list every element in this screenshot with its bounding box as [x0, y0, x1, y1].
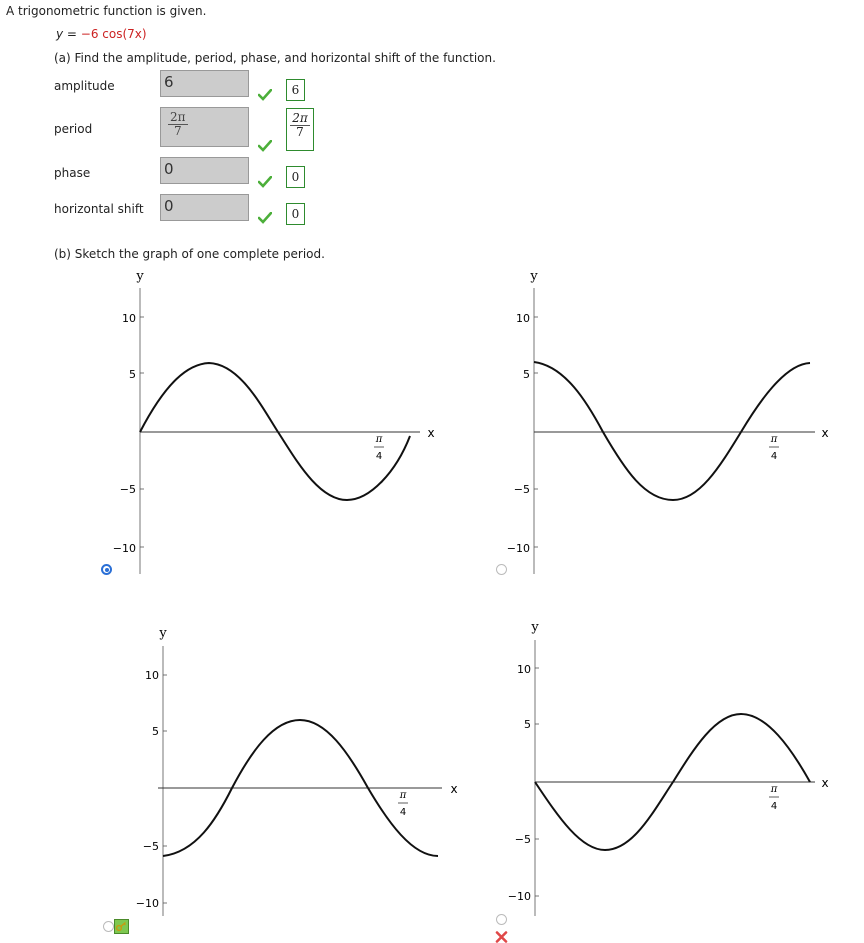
y-axis-label: y [159, 626, 167, 641]
check-icon [258, 176, 272, 188]
tick-label: 5 [152, 725, 159, 738]
period-label: period [54, 122, 93, 136]
x-axis-label: x [427, 426, 435, 440]
equation-eq: = [63, 27, 81, 41]
x-axis-label: x [821, 776, 829, 790]
tick-label: 4 [399, 807, 407, 818]
tick-label: −10 [112, 542, 136, 555]
tick-label: 10 [517, 663, 531, 676]
intro-text: A trigonometric function is given. [6, 4, 207, 18]
radio-option-c[interactable] [103, 921, 114, 932]
check-icon [258, 140, 272, 152]
amplitude-value: 6 [164, 73, 174, 91]
phase-value: 0 [164, 160, 174, 178]
tick-label: −10 [506, 542, 530, 555]
tick-label: −5 [142, 840, 159, 853]
horizontal-shift-value: 0 [164, 197, 174, 215]
tick-label: −5 [513, 483, 530, 496]
tick-label: −10 [135, 897, 159, 910]
part-a-prompt: (a) Find the amplitude, period, phase, and horizontal shift of the function. [54, 51, 496, 65]
radio-option-d[interactable] [496, 914, 507, 925]
curve [534, 362, 810, 500]
period-entered-fraction [168, 111, 188, 137]
period-entered-den: 7 [173, 123, 182, 138]
tick-label: −10 [507, 890, 531, 903]
tick-label: −5 [514, 833, 531, 846]
tick-label: 5 [524, 718, 531, 731]
period-correct-answer [286, 108, 314, 151]
tick-label: 5 [523, 368, 530, 381]
radio-option-a[interactable] [101, 564, 112, 575]
y-axis-label: y [531, 620, 539, 635]
period-entered-num: 2π [170, 110, 186, 124]
tick-label: 4 [375, 451, 383, 462]
cross-icon [495, 931, 508, 943]
period-input[interactable] [160, 107, 249, 147]
tick-label: 10 [516, 312, 530, 325]
period-correct-den: 7 [296, 124, 304, 139]
tick-label: 10 [122, 312, 136, 325]
tick-label: 4 [770, 801, 778, 812]
graph-option-c[interactable] [112, 620, 472, 920]
x-axis-label: x [450, 782, 458, 796]
tick-label: π [399, 790, 407, 801]
tick-label: −5 [119, 483, 136, 496]
part-b-prompt: (b) Sketch the graph of one complete period. [54, 247, 325, 261]
tick-label: 4 [770, 451, 778, 462]
equation-rhs: −6 cos(7x) [80, 27, 147, 41]
horizontal-shift-label: horizontal shift [54, 202, 144, 216]
tick-label: π [375, 434, 383, 445]
phase-input[interactable] [160, 157, 249, 184]
tick-label: π [770, 784, 778, 795]
phase-label: phase [54, 166, 91, 180]
x-axis-label: x [821, 426, 829, 440]
equation-var: y [56, 27, 64, 41]
horizontal-shift-correct-answer: 0 [286, 203, 305, 225]
check-icon [258, 89, 272, 101]
key-icon[interactable] [114, 919, 129, 934]
tick-label: π [770, 434, 778, 445]
phase-correct-answer: 0 [286, 166, 305, 188]
y-axis-label: y [136, 269, 144, 284]
graph-option-d[interactable] [485, 614, 845, 920]
radio-option-b[interactable] [496, 564, 507, 575]
check-icon [258, 212, 272, 224]
amplitude-input[interactable] [160, 70, 249, 97]
graph-option-a[interactable] [90, 262, 450, 580]
amplitude-correct-answer: 6 [286, 79, 305, 101]
amplitude-label: amplitude [54, 79, 115, 93]
tick-label: 10 [145, 669, 159, 682]
tick-label: 5 [129, 368, 136, 381]
horizontal-shift-input[interactable] [160, 194, 249, 221]
equation [56, 27, 147, 41]
period-correct-num: 2π [292, 111, 308, 125]
y-axis-label: y [530, 269, 538, 284]
graph-option-b[interactable] [485, 262, 845, 580]
